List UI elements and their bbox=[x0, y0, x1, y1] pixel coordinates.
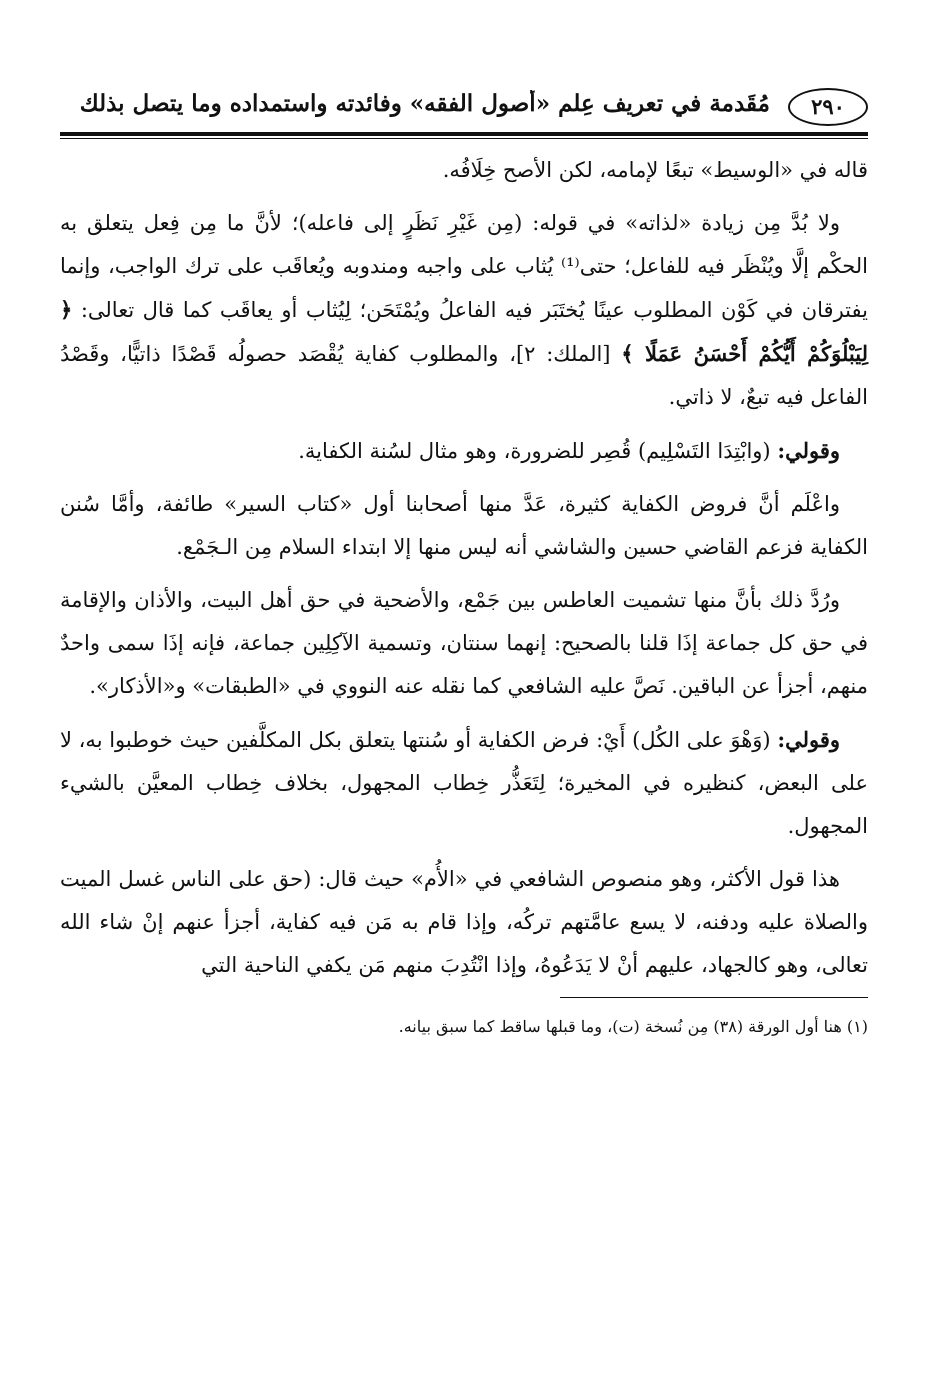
page-header bbox=[60, 86, 868, 132]
paragraph-7 bbox=[60, 858, 868, 987]
paragraph-6-lead: وقولي: bbox=[777, 727, 840, 752]
paragraph-5 bbox=[60, 579, 868, 708]
paragraph-2-end: [الملك: ٢]، والمطلوب كفاية يُقْصَد حصولُه قَصْدًا ذاتيًّا، وقَصْدُ الفاعل فيه تبعٌ، لا ذاتي. bbox=[60, 342, 868, 409]
page-number-badge: ٢٩٠ bbox=[788, 88, 868, 126]
paragraph-2-text: ولا بُدَّ مِن زيادة «لذاته» في قوله: (مِن غَيْرِ نَظَرٍ إلى فاعله)؛ لأنَّ ما مِن فِعل يتعلق به الحكْم إلَّا ويُنْظَر فيه للفاعل؛ حتى⁽¹⁾ يُثاب على واجبه ومندوبه ويُعاقَب على ترك الواجب، وإنما يفترقان في كَوْن المطلوب عينًا يُختَبَر فيه الفاعلُ ويُمْتَحَن؛ لِيُثاب أو يعاقَب كما قال تعالى: bbox=[60, 211, 868, 322]
footnote: (١) هنا أول الورقة (٣٨) مِن نُسخة (ت)، وما قبلها ساقط كما سبق بيانه. bbox=[398, 1017, 868, 1036]
paragraph-6 bbox=[60, 718, 868, 848]
paragraph-1 bbox=[60, 149, 868, 192]
book-page bbox=[60, 86, 868, 1040]
paragraph-5-text: ورُدَّ ذلك بأنَّ منها تشميت العاطس بين جَمْع، والأضحية في حق أهل البيت، والأذان والإقامة في حق كل جماعة إذَا قلنا بالصحيح: إنهما سنتان، وتسمية الآكِلِين جماعة، فإنه إذَا سمى واحدٌ منهم، أجزأ عن الباقين. نَصَّ عليه الشافعي كما نقله عنه النووي في «الطبقات» و«الأذكار». bbox=[60, 588, 868, 698]
paragraph-1-text: قاله في «الوسيط» تبعًا لإمامه، لكن الأصح خِلَافُه. bbox=[442, 158, 868, 182]
paragraph-3-text: (وابْتِدَا التَسْلِيم) قُصِر للضرورة، وهو مثال لسُنة الكفاية. bbox=[298, 439, 771, 463]
running-title: مُقَدمة في تعريف عِلم «أصول الفقه» وفائدته واستمداده وما يتصل بذلك bbox=[79, 90, 770, 117]
main-text bbox=[60, 149, 868, 987]
footnote-separator bbox=[560, 997, 868, 998]
paragraph-4-text: واعْلَم أنَّ فروض الكفاية كثيرة، عَدَّ منها أصحابنا أول «كتاب السير» طائفة، وأمَّا سُنن الكفاية فزعم القاضي حسين والشاشي أنه ليس منها إلا ابتداء السلام مِن الـجَمْع. bbox=[60, 492, 868, 559]
paragraph-3 bbox=[60, 429, 868, 473]
header-rule-thin bbox=[60, 138, 868, 139]
paragraph-3-lead: وقولي: bbox=[777, 438, 840, 463]
quran-verse: ﴿ لِيَبْلُوَكُمْ أَيُّكُمْ أَحْسَنُ عَمَلًا ﴾ bbox=[60, 297, 868, 366]
paragraph-4 bbox=[60, 483, 868, 569]
paragraph-2 bbox=[60, 202, 868, 419]
paragraph-7-text: هذا قول الأكثر، وهو منصوص الشافعي في «الأُم» حيث قال: (حق على الناس غسل الميت والصلاة عليه ودفنه، لا يسع عامَّتهم تركُه، وإذا قام به مَن فيه كفاية، أجزأ عنهم إنْ شاء الله تعالى، وهو كالجهاد، عليهم أنْ لا يَدَعُوهُ، وإذا انْتُدِبَ منهم مَن يكفي الناحية التي bbox=[60, 867, 868, 977]
paragraph-6-text: (وَهْوَ على الكُل) أَيْ: فرض الكفاية أو سُنتها يتعلق بكل المكلَّفين حيث خوطبوا به، لا على البعض، كنظيره في المخيرة؛ لِتَعَذُّر خِطاب المجهول، بخلاف خِطاب المعيَّن بالشيء المجهول. bbox=[60, 728, 868, 838]
header-rule-thick bbox=[60, 132, 868, 136]
